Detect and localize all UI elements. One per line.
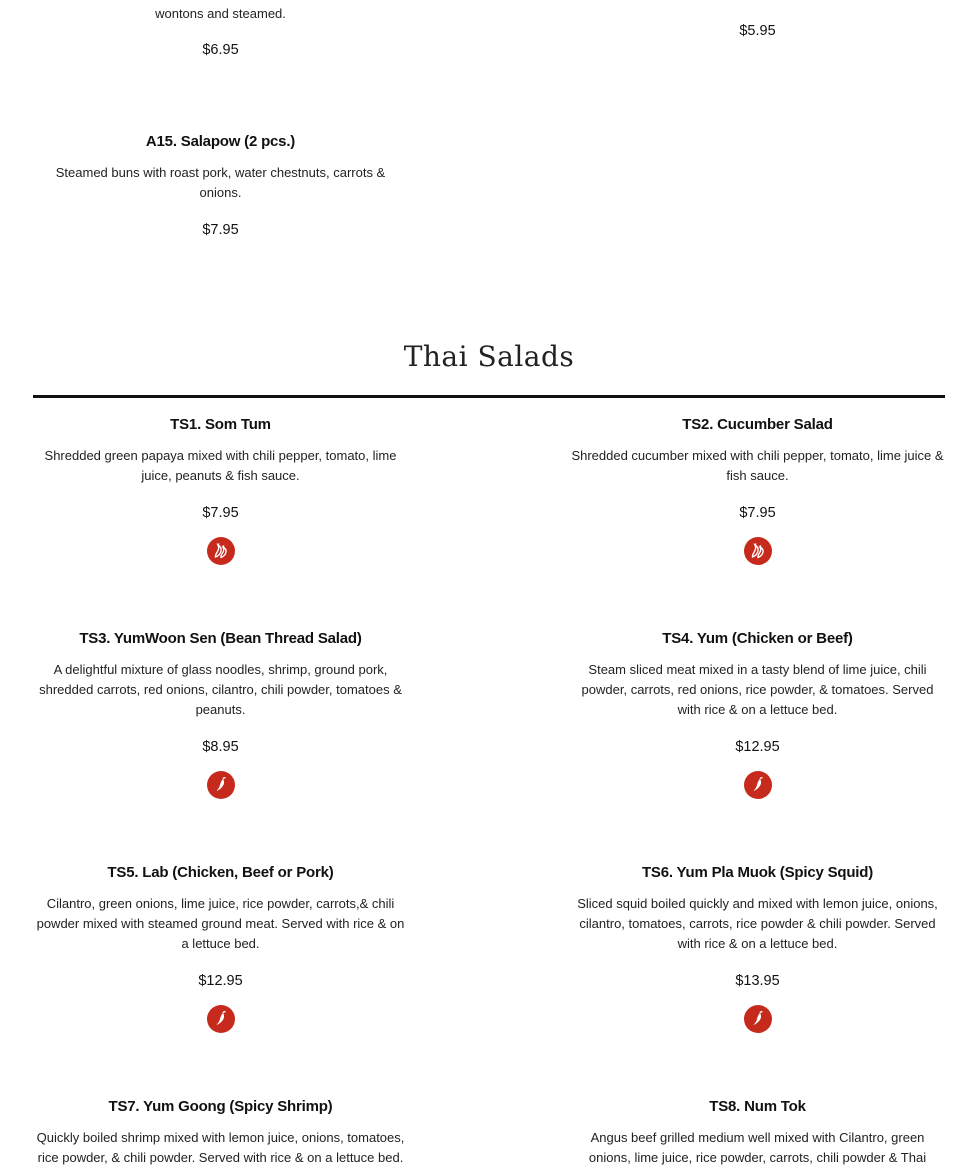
item-description: Steamed buns with roast pork, water chestnuts, carrots & onions.: [55, 165, 386, 200]
item-name: TS6. Yum Pla Muok (Spicy Squid): [641, 864, 874, 881]
item-description: Quickly boiled shrimp mixed with lemon juice, onions, tomatoes, rice powder, & chili powder. Served with rice & on a lettuce bed.: [36, 1130, 405, 1165]
chili-icon: [744, 771, 772, 799]
item-name: TS4. Yum (Chicken or Beef): [662, 630, 853, 647]
chili-icon: [207, 771, 235, 799]
double-chili-icon: [207, 537, 235, 565]
item-name: TS2. Cucumber Salad: [682, 416, 833, 433]
menu-item-ts5: [33, 864, 408, 1033]
item-price: $13.95: [735, 973, 780, 989]
item-description: Shredded green papaya mixed with chili pepper, tomato, lime juice, peanuts & fish sauce.: [44, 448, 397, 483]
menu-item-ts2: [570, 416, 945, 565]
chili-icon: [744, 1005, 772, 1033]
double-chili-icon: [744, 537, 772, 565]
item-description: Angus beef grilled medium well mixed with Cilantro, green onions, lime juice, rice powder, carrots, chili powder & Thai: [588, 1130, 927, 1165]
menu-item-fragment-right: [570, 23, 945, 39]
item-price: $7.95: [202, 505, 239, 521]
item-price: $12.95: [198, 973, 243, 989]
item-description: Steam sliced meat mixed in a tasty blend of lime juice, chili powder, carrots, red onions, rice powder, & tomatoes. Served with rice & on a lettuce bed.: [581, 662, 934, 717]
menu-item-fragment-left: [33, 4, 408, 58]
section-divider: [33, 395, 945, 398]
menu-item-ts8: [570, 1098, 945, 1168]
item-price: $7.95: [739, 505, 776, 521]
item-name: TS3. YumWoon Sen (Bean Thread Salad): [79, 630, 362, 647]
chili-icon: [207, 1005, 235, 1033]
menu-item-ts1: [33, 416, 408, 565]
item-price: $12.95: [735, 739, 780, 755]
menu-item-ts7: [33, 1098, 408, 1168]
item-description: Cilantro, green onions, lime juice, rice powder, carrots,& chili powder mixed with steamed ground meat. Served with rice & on a lettuce bed.: [36, 896, 405, 951]
item-description: Shredded cucumber mixed with chili pepper, tomato, lime juice & fish sauce.: [571, 448, 944, 483]
item-name: TS5. Lab (Chicken, Beef or Pork): [107, 864, 334, 881]
menu-item-ts3: [33, 630, 408, 799]
item-price: $5.95: [739, 23, 776, 39]
item-name: TS1. Som Tum: [170, 416, 271, 433]
menu-item-ts6: [570, 864, 945, 1033]
menu-item-a15: [33, 133, 408, 238]
item-name: TS7. Yum Goong (Spicy Shrimp): [108, 1098, 333, 1115]
section-title: Thai Salads: [403, 340, 575, 373]
item-name: A15. Salapow (2 pcs.): [145, 133, 296, 150]
item-price: $7.95: [202, 222, 239, 238]
item-price: $8.95: [202, 739, 239, 755]
menu-item-ts4: [570, 630, 945, 799]
item-description: Sliced squid boiled quickly and mixed with lemon juice, onions, cilantro, tomatoes, carrots, rice powder & chili powder. Served with rice & on a lettuce bed.: [577, 896, 938, 951]
item-name: TS8. Num Tok: [709, 1098, 806, 1115]
item-description: wontons and steamed.: [155, 6, 286, 21]
item-description: A delightful mixture of glass noodles, shrimp, ground pork, shredded carrots, red onions, cilantro, chili powder, tomatoes & peanuts.: [39, 662, 402, 717]
item-price: $6.95: [202, 42, 239, 58]
